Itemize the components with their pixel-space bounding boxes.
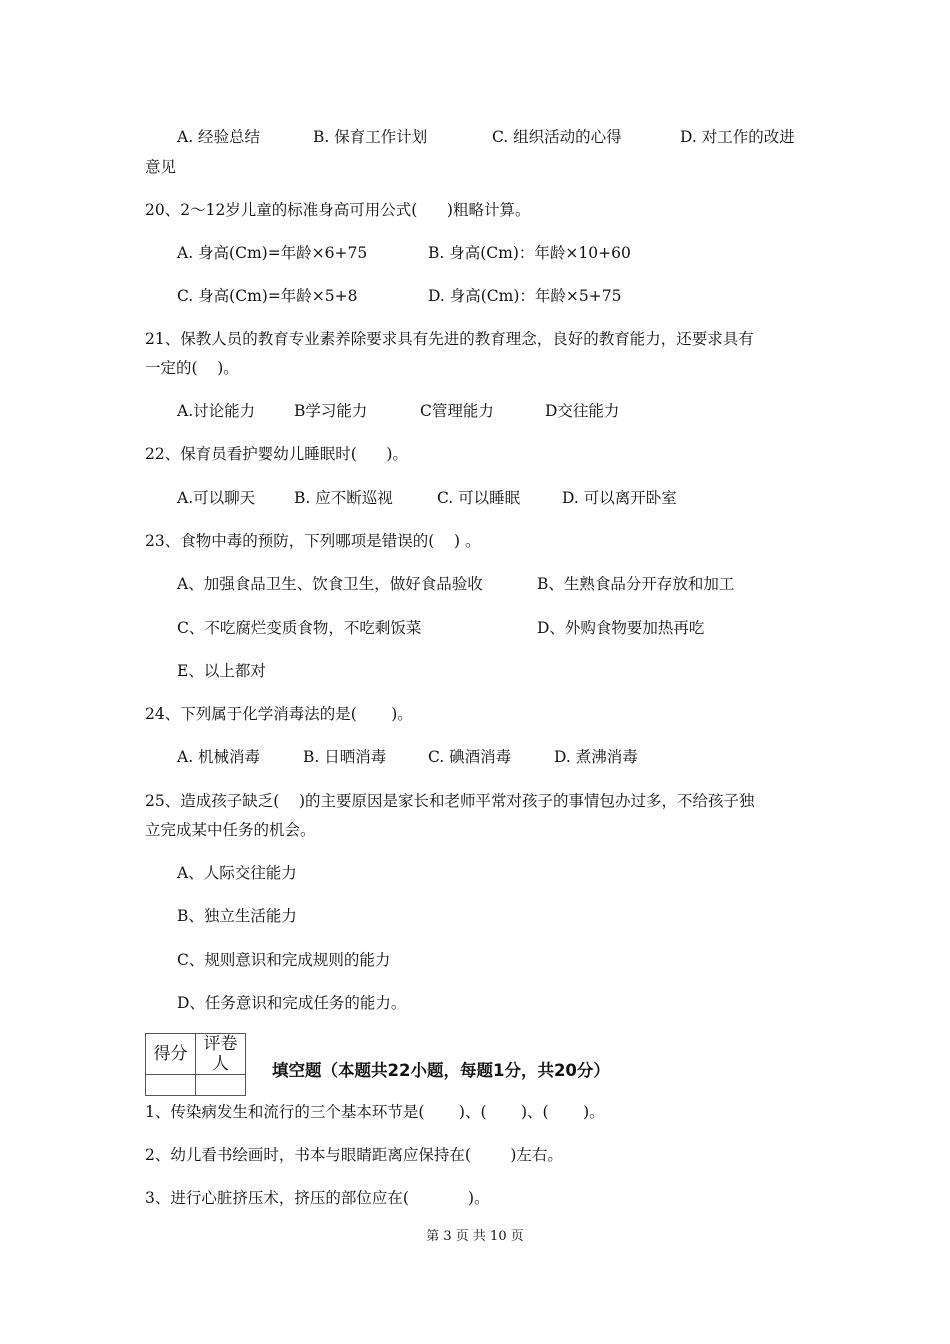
score-label: 得分 xyxy=(146,1034,196,1075)
q23-option-d: D、外购食物要加热再吃 xyxy=(537,619,705,637)
q24-option-a: A. 机械消毒 xyxy=(177,748,261,766)
q21-option-b: B学习能力 xyxy=(294,402,368,420)
q25-option-b: B、独立生活能力 xyxy=(177,907,297,925)
q19-option-d: D. 对工作的改进 xyxy=(680,128,795,146)
q21-stem-line1: 21、保教人员的教育专业素养除要求具有先进的教育理念，良好的教育能力，还要求具有 xyxy=(145,330,754,348)
q20-option-a: A. 身高(Cm)=年龄×6+75 xyxy=(177,244,368,262)
section-title: 填空题（本题共22小题，每题1分，共20分） xyxy=(272,1061,610,1080)
q23-stem: 23、食物中毒的预防，下列哪项是错误的( ) 。 xyxy=(145,532,481,550)
score-cell xyxy=(146,1075,196,1096)
q20-option-c: C. 身高(Cm)=年龄×5+8 xyxy=(177,287,358,305)
q22-option-d: D. 可以离开卧室 xyxy=(562,489,677,507)
q24-option-c: C. 碘酒消毒 xyxy=(428,748,512,766)
q25-stem-line2: 立完成某中任务的机会。 xyxy=(145,821,316,839)
page-footer: 第 3 页 共 10 页 xyxy=(426,1229,524,1244)
q19-option-d-continued: 意见 xyxy=(145,158,177,176)
q25-option-d: D、任务意识和完成任务的能力。 xyxy=(177,994,407,1012)
q23-option-a: A、加强食品卫生、饮食卫生，做好食品验收 xyxy=(177,575,483,593)
q21-stem-line2: 一定的( )。 xyxy=(145,359,239,377)
q22-option-b: B. 应不断巡视 xyxy=(294,489,393,507)
q24-option-d: D. 煮沸消毒 xyxy=(554,748,638,766)
q21-option-c: C管理能力 xyxy=(420,402,494,420)
q22-option-c: C. 可以睡眠 xyxy=(437,489,521,507)
q23-option-e: E、以上都对 xyxy=(177,662,266,680)
q24-stem: 24、下列属于化学消毒法的是( )。 xyxy=(145,705,413,723)
q23-option-b: B、生熟食品分开存放和加工 xyxy=(537,575,735,593)
grader-label: 评卷人 xyxy=(196,1034,246,1075)
q25-option-c: C、规则意识和完成规则的能力 xyxy=(177,951,391,969)
q25-option-a: A、人际交往能力 xyxy=(177,864,297,882)
fill-q1: 1、传染病发生和流行的三个基本环节是( )、( )、( )。 xyxy=(145,1103,605,1121)
q20-stem: 20、2～12岁儿童的标准身高可用公式( )粗略计算。 xyxy=(145,201,531,219)
q19-option-b: B. 保育工作计划 xyxy=(313,128,428,146)
q20-option-d: D. 身高(Cm)：年龄×5+75 xyxy=(428,287,622,305)
q25-stem-line1: 25、造成孩子缺乏( )的主要原因是家长和老师平常对孩子的事情包办过多，不给孩子独 xyxy=(145,792,755,810)
q21-option-d: D交往能力 xyxy=(545,402,620,420)
fill-q2: 2、幼儿看书绘画时，书本与眼睛距离应保持在( )左右。 xyxy=(145,1146,563,1164)
grader-cell xyxy=(196,1075,246,1096)
q19-option-a: A. 经验总结 xyxy=(177,128,261,146)
score-table xyxy=(145,1033,246,1096)
q23-option-c: C、不吃腐烂变质食物，不吃剩饭菜 xyxy=(177,619,422,637)
q19-option-c: C. 组织活动的心得 xyxy=(492,128,622,146)
q20-option-b: B. 身高(Cm)：年龄×10+60 xyxy=(428,244,631,262)
q22-stem: 22、保育员看护婴幼儿睡眠时( )。 xyxy=(145,445,408,463)
q24-option-b: B. 日晒消毒 xyxy=(303,748,387,766)
q22-option-a: A.可以聊天 xyxy=(177,489,256,507)
fill-q3: 3、进行心脏挤压术，挤压的部位应在( )。 xyxy=(145,1189,490,1207)
q21-option-a: A.讨论能力 xyxy=(177,402,256,420)
